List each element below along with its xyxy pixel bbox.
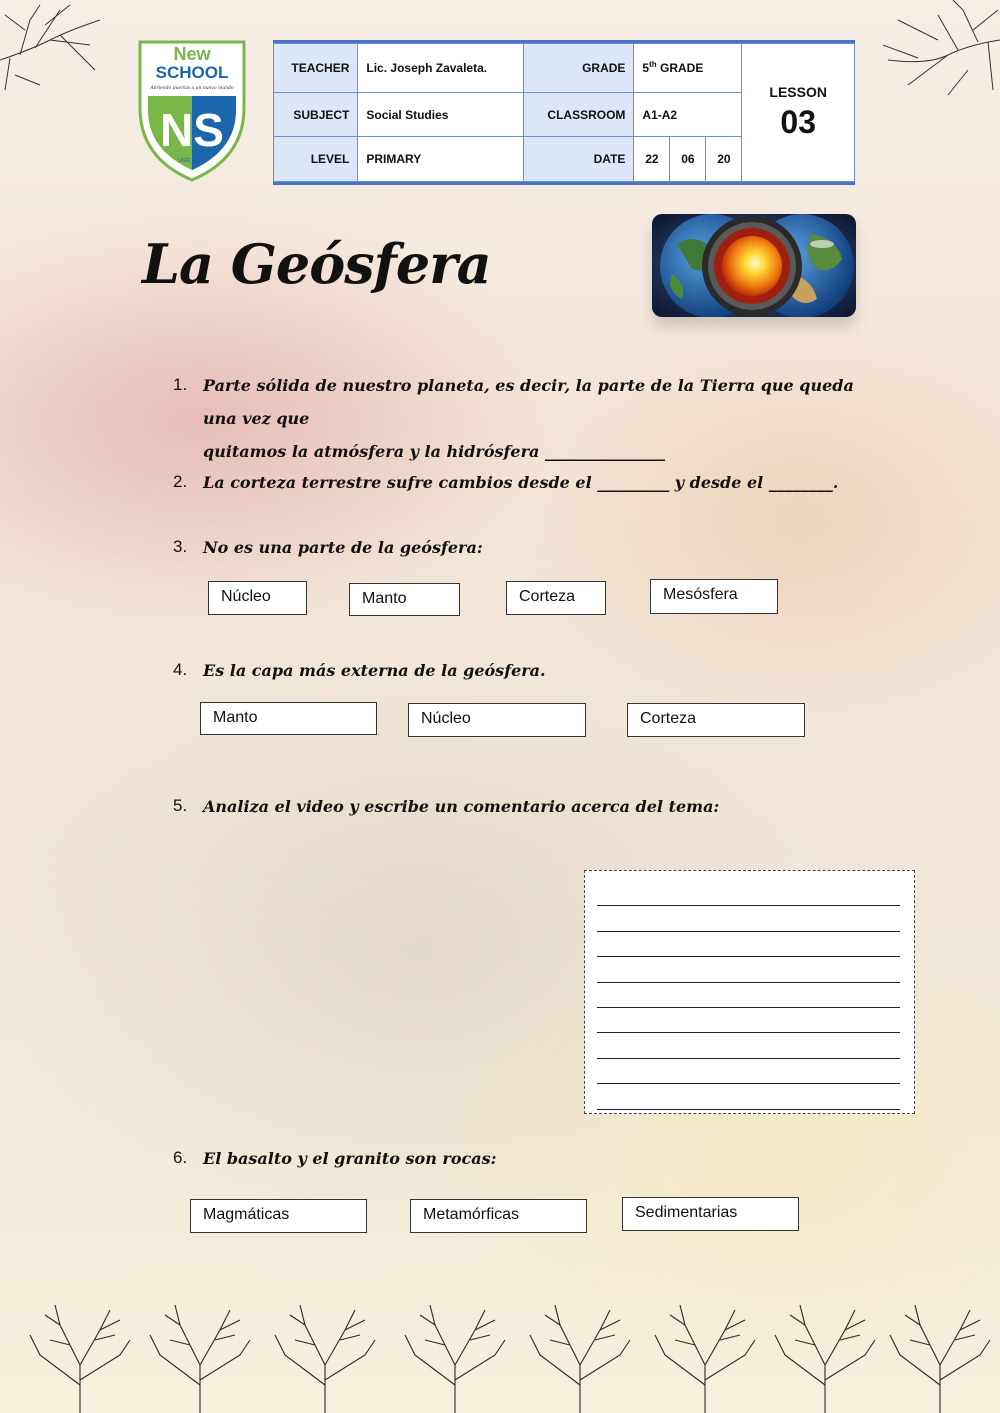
answer-line <box>597 983 900 1008</box>
header-info-table <box>273 40 855 185</box>
question-3-text: No es una parte de la geósfera: <box>203 538 483 557</box>
question-6-text: El basalto y el granito son rocas: <box>203 1149 497 1168</box>
school-logo <box>136 38 248 182</box>
question-2-number: 2. <box>173 472 188 491</box>
date-day: 22 <box>634 137 670 182</box>
answer-line <box>597 1059 900 1084</box>
q4-option-corteza[interactable]: Corteza <box>627 703 805 737</box>
lesson-label: LESSON <box>769 84 827 100</box>
answer-line <box>597 932 900 957</box>
answer-line <box>597 1033 900 1058</box>
grade-label: GRADE <box>524 44 634 93</box>
tree-decoration-top-right <box>878 0 1000 100</box>
date-month: 06 <box>670 137 706 182</box>
logo-tagline: Abriendo puertas a un nuevo mundo <box>150 86 234 91</box>
lesson-number: 03 <box>780 104 816 140</box>
teacher-label: TEACHER <box>274 44 358 93</box>
question-1-line-2: quitamos la atmósfera y la hidrósfera _______________ <box>203 442 665 461</box>
level-value: PRIMARY <box>358 137 524 182</box>
answer-line <box>597 1008 900 1033</box>
logo-new-text: New <box>173 44 211 64</box>
tree-row-decoration-bottom <box>0 1295 1000 1413</box>
question-5-text: Analiza el video y escribe un comentario acerca del tema: <box>203 797 720 816</box>
subject-value: Social Studies <box>358 92 524 137</box>
q4-option-nucleo[interactable]: Núcleo <box>408 703 586 737</box>
question-3-number: 3. <box>173 537 188 556</box>
page-title: La Geósfera <box>142 232 491 296</box>
subject-label: SUBJECT <box>274 92 358 137</box>
grade-value: 5th GRADE <box>634 44 742 93</box>
earth-layers-image <box>652 214 856 317</box>
question-4-text: Es la capa más externa de la geósfera. <box>203 661 546 680</box>
question-1-line-1: Parte sólida de nuestro planeta, es decir, la parte de la Tierra que queda una vez que <box>203 376 854 428</box>
question-6-number: 6. <box>173 1148 188 1167</box>
comment-answer-box[interactable] <box>584 870 915 1114</box>
level-label: LEVEL <box>274 137 358 182</box>
logo-school-text: SCHOOL <box>155 63 229 82</box>
date-label: DATE <box>524 137 634 182</box>
q6-option-magmaticas[interactable]: Magmáticas <box>190 1199 367 1233</box>
answer-line <box>597 957 900 982</box>
answer-line <box>597 1084 900 1109</box>
lesson-cell <box>742 44 855 182</box>
q3-option-corteza[interactable]: Corteza <box>506 581 606 615</box>
question-1-number: 1. <box>173 375 188 394</box>
q4-option-manto[interactable]: Manto <box>200 702 377 735</box>
q6-option-sedimentarias[interactable]: Sedimentarias <box>622 1197 799 1231</box>
logo-ugel: UGEL N° 08 <box>178 158 206 164</box>
question-1 <box>203 369 863 468</box>
answer-line <box>597 906 900 931</box>
q6-option-metamorficas[interactable]: Metamórficas <box>410 1199 587 1233</box>
q3-option-mesosfera[interactable]: Mesósfera <box>650 579 778 614</box>
logo-initials: NS <box>160 104 224 156</box>
classroom-value: A1-A2 <box>634 92 742 137</box>
classroom-label: CLASSROOM <box>524 92 634 137</box>
teacher-value: Lic. Joseph Zavaleta. <box>358 44 524 93</box>
answer-line <box>597 881 900 906</box>
q3-option-nucleo[interactable]: Núcleo <box>208 581 307 615</box>
date-year: 20 <box>706 137 742 182</box>
q3-option-manto[interactable]: Manto <box>349 583 460 616</box>
question-5-number: 5. <box>173 796 188 815</box>
tree-decoration-top-left <box>0 0 110 95</box>
question-2-text: La corteza terrestre sufre cambios desde el _________ y desde el ________. <box>203 473 839 492</box>
question-4-number: 4. <box>173 660 188 679</box>
